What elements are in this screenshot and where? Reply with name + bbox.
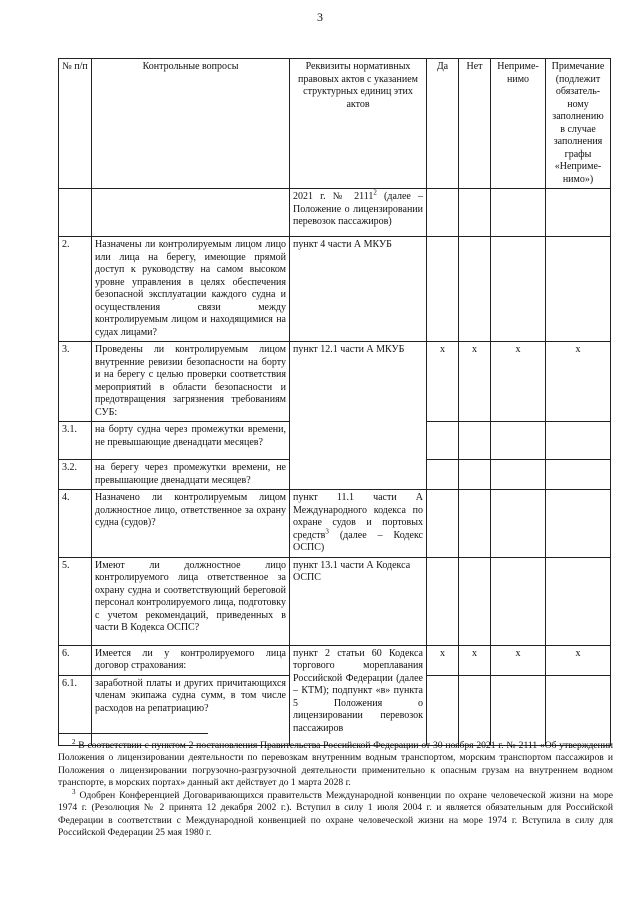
question-cell: Проведены ли контролируемым лицом внутренние ревизии безопасности на борту и на берегу с целью проверки соответствия мероприятий в области безопасности и предотвращения загрязнения требованиям СУБ: [92,342,290,422]
row-number: 4. [59,490,92,558]
header-note: Примечание (подлежит обязатель- ному заполнению в случае заполнения графы «Неприме- нимо») [546,59,611,189]
question-cell: на берегу через промежутки времени, не превышающие двенадцати месяцев? [92,460,290,490]
yes-cell: x [427,342,459,422]
footnote: $^2$ В соответствии с пунктом 2 постановления Правительства Российской Федерации от 30 ноября 2021 г. № 2111 «Об утверждении Положения о лицензировании деятельности по перевозкам внутренним водным транспортом, морским транспортом пассажиров и Положения о лицензировании погрузочно-разгрузочной деятельности применительно к опасным грузам на внутреннем водном транспорте, в морских портах» данный акт действует до 1 марта 2028 г. [58,737,613,788]
table-row [59,237,611,342]
page-number: 3 [317,10,323,24]
requisite-cell: пункт 11.1 части А Международного кодекса по охране судов и портовых средств$^3$ (далее – Кодекс ОСПС) [290,490,427,558]
header-yes: Да [427,59,459,189]
question-cell: Имеется ли у контролируемого лица договор страхования: [92,645,290,675]
table-row [59,645,611,675]
header-requisites: Реквизиты нормативных правовых актов с указанием структурных единиц этих актов [290,59,427,189]
row-number: 6. [59,645,92,675]
footnote: $^3$ Одобрен Конференцией Договаривающихся правительств Международной конвенции по охране человеческой жизни на море 1974 г. (Резолюция № 2 принята 12 декабря 2002 г.). Вступил в силу 1 июля 2004 г. и является обязательным для Российской Федерации в соответствии с Международной конвенцией по охране человеческой жизни на море 1974 г. Вступила в силу для Российской Федерации 25 мая 1980 г. [58,787,613,838]
requisite-cell: 2021 г. № 2111$^2$ (далее – Положение о лицензировании перевозок пассажиров) [290,189,427,237]
not-applicable-cell: x [491,342,546,422]
question-cell: Назначены ли контролируемым лицом лицо или лица на берегу, имеющие прямой доступ к руководству на самом высоком уровне управления в целях обеспечения безопасной эксплуатации каждого судна и осуществления связи между контролируемым лицом и находящимися на судах лицами? [92,237,290,342]
not-applicable-cell: x [491,645,546,675]
row-number: 6.1. [59,675,92,745]
question-cell: Имеют ли должностное лицо контролируемого лица ответственное за охрану судна и соответствующий береговой персонал контролируемого лица, подготовку с учетом рекомендаций, приведенных в части В Кодекса ОСПС? [92,557,290,645]
table-row [59,557,611,645]
requisite-cell: пункт 2 статьи 60 Кодекса торгового мореплавания Российской Федерации (далее – КТМ); подпункт «в» пункта 5 Положения о лицензировании перевозок пассажиров [290,645,427,745]
note-cell: x [546,342,611,422]
no-cell: x [459,645,491,675]
yes-cell: x [427,645,459,675]
checklist-table [58,58,611,746]
row-number: 3.1. [59,422,92,460]
footnote-divider [58,733,208,734]
table-row [59,342,611,422]
question-cell: на борту судна через промежутки времени, не превышающие двенадцати месяцев? [92,422,290,460]
table-row [59,189,611,237]
row-number: 5. [59,557,92,645]
no-cell: x [459,342,491,422]
header-number: № п/п [59,59,92,189]
requisite-cell: пункт 13.1 части А Кодекса ОСПС [290,557,427,645]
header-questions: Контрольные вопросы [92,59,290,189]
requisite-cell: пункт 4 части А МКУБ [290,237,427,342]
header-not-applicable: Неприме- нимо [491,59,546,189]
table-header-row [59,59,611,189]
header-no: Нет [459,59,491,189]
note-cell: x [546,645,611,675]
footnotes [58,737,613,840]
table-row [59,490,611,558]
row-number: 2. [59,237,92,342]
question-cell: Назначено ли контролируемым лицом должностное лицо, ответственное за охрану судна (судов)? [92,490,290,558]
row-number: 3.2. [59,460,92,490]
question-cell: заработной платы и других причитающихся членам экипажа судна сумм, в том числе расходов на репатриацию? [92,675,290,745]
row-number: 3. [59,342,92,422]
requisite-cell: пункт 12.1 части А МКУБ [290,342,427,490]
